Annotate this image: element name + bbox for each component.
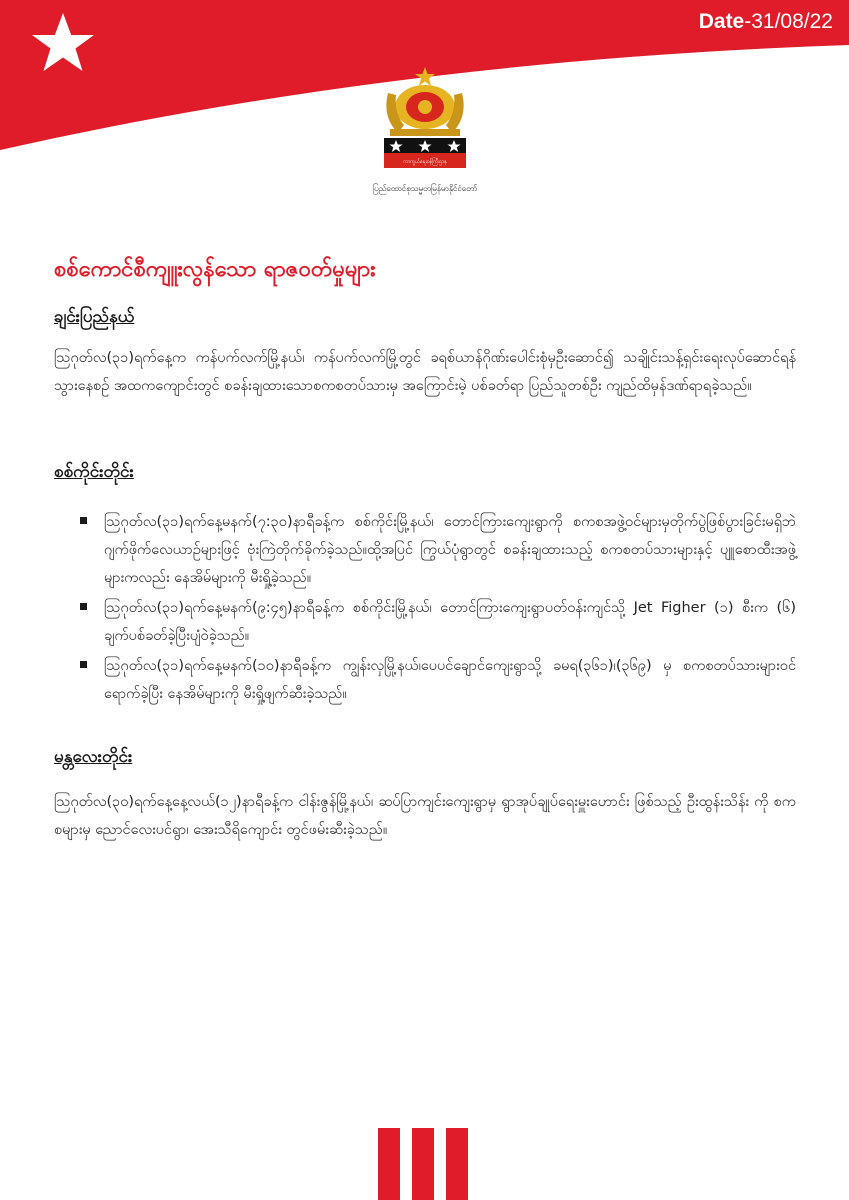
party-emblem-icon xyxy=(382,65,468,175)
section-text-chin: ဩဂုတ်လ(၃၁)ရက်နေ့က ကန်ပက်လက်မြို့နယ်၊ ကန်ပက်လက်မြို့တွင် ခရစ်ယာန်ဂိုဏ်းပေါင်းစုံမှဦးဆောင်၍ သချိုင်းသန့်ရှင်းရေးလုပ်ဆောင်ရန်သွားနေစဉ် အထကကျောင်းတွင် စခန်းချထားသောစကစတပ်သားမှ အကြောင်းမဲ့ ပစ်ခတ်ရာ ပြည်သူတစ်ဦး ကျည်ထိမှန်ဒဏ်ရာရခဲ့သည်။ xyxy=(54,350,796,394)
date-stamp xyxy=(699,10,833,34)
page-title: စစ်ကောင်စီကျူးလွန်သော ရာဇဝတ်မှုများ xyxy=(54,257,376,282)
bullet-square-icon xyxy=(80,517,87,524)
list-item-text: ဩဂုတ်လ(၃၁)ရက်နေ့မနက်(၇:၃၀)နာရီခန့်က စစ်ကိုင်းမြို့နယ်၊ တောင်ကြားကျေးရွာကို စကစအဖွဲ့ဝင်များမှတိုက်ပွဲဖြစ်ပွားခြင်းမရှိဘဲ ဂျက်ဖိုက်လေယာဉ်များဖြင့် ဗုံးကြဲတိုက်ခိုက်ခဲ့သည်။ထို့အပြင် ကြွယ်ပုံရွာတွင် စခန်းချထားသည့် စကစတပ်သားများနှင့် ပျူစောထီးအဖွဲ့များကလည်း နေအိမ်များကို မီးရှို့ခဲ့သည်။ xyxy=(104,514,796,586)
date-label: Date xyxy=(698,10,745,33)
section-heading-sagaing: စစ်ကိုင်းတိုင်း xyxy=(54,462,134,482)
emblem-banner-text: ကာကွယ်ရေးဝန်ကြီးဌာန xyxy=(403,159,447,165)
list-item-text: ဩဂုတ်လ(၃၁)ရက်နေ့မနက်(၁၀)နာရီခန့်က ကျွန်းလှမြို့နယ်၊ပေပင်ချောင်ကျေးရွာသို့ ခမရ(၃၆၁)၊(၃၆၉) မှ စကစတပ်သားများဝင်ရောက်ခဲ့ပြီး နေအိမ်များကို မီးရှို့ဖျက်ဆီးခဲ့သည်။ xyxy=(104,658,796,702)
date-value: -31/08/22 xyxy=(744,10,833,33)
list-item xyxy=(80,508,796,592)
list-item-text: ဩဂုတ်လ(၃၁)ရက်နေ့မနက်(၉:၄၅)နာရီခန့်က စစ်ကိုင်းမြို့နယ်၊ တောင်ကြားကျေးရွာပတ်ဝန်းကျင်သို့ Jet Figher (၁) စီးက (၆) ချက်ပစ်ခတ်ခဲ့ပြီးပျံဝဲခဲ့သည်။ xyxy=(104,600,796,644)
party-name: ပြည်ထောင်စုသမ္မတမြန်မာနိုင်ငံတော် xyxy=(372,184,478,193)
section-text-mandalay: ဩဂုတ်လ(၃၀)ရက်နေ့နေ့လယ်(၁၂)နာရီခန့်က ငါန်းဇွန်မြို့နယ်၊ ဆပ်ပြာကျင်းကျေးရွာမှ ရွာအုပ်ချုပ်ရေးမှူးဟောင်း ဖြစ်သည့် ဦးထွန်းသိန်း ကို စကစများမှ ညောင်လေးပင်ရွာ၊ အေးသီရိကျောင်း တွင်ဖမ်းဆီးခဲ့သည်။ xyxy=(54,794,796,838)
list-item xyxy=(80,594,796,650)
section-heading-mandalay: မန္တလေးတိုင်း xyxy=(54,747,133,767)
list-item xyxy=(80,652,796,708)
sagaing-bullet-list xyxy=(80,508,796,710)
section-heading-chin: ချင်းပြည်နယ် xyxy=(54,307,135,327)
bullet-square-icon xyxy=(80,661,87,668)
bullet-square-icon xyxy=(80,603,87,610)
footer-bars-icon xyxy=(374,1128,474,1200)
